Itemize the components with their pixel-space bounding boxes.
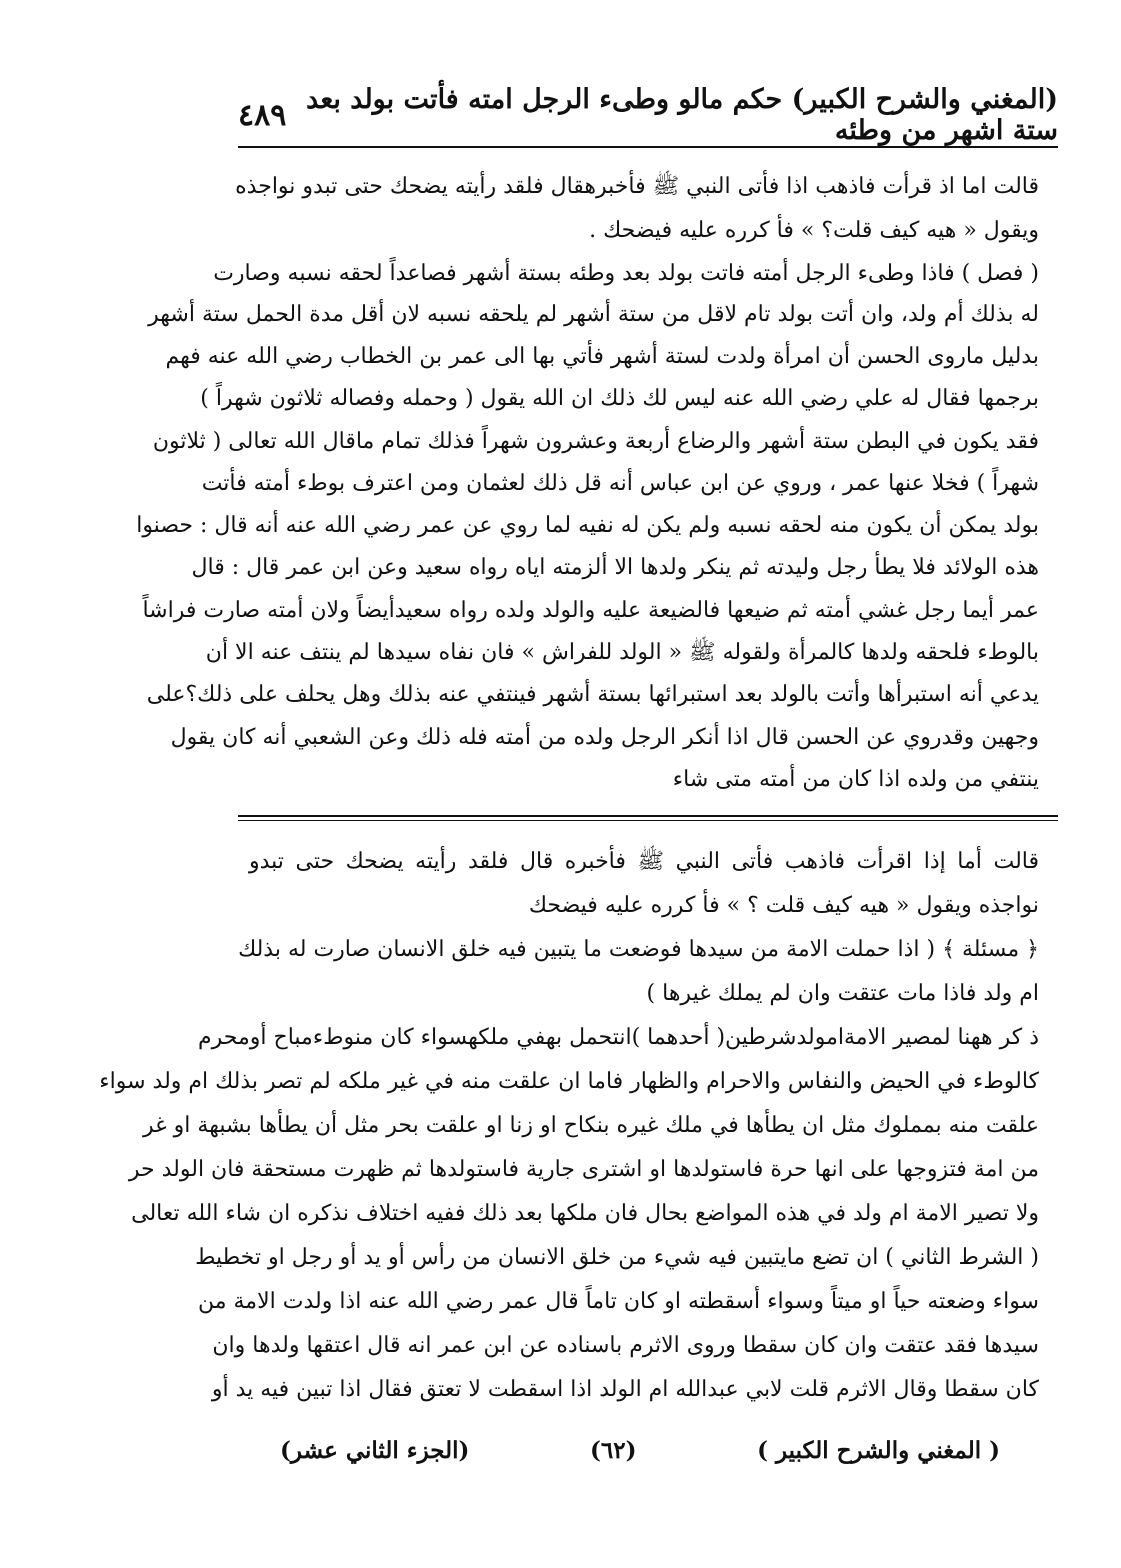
text-line: شهراً ) فخلا عنها عمر ، وروي عن ابن عباس أنه قل ذلك لعثمان ومن اعترف بوطء أمته فأتت — [201, 471, 1039, 496]
text-line: ولا تصير الامة ام ولد في هذه المواضع بحال فان ملكها بعد ذلك ففيه اختلاف نذكره ان شاء الله تعالى — [131, 1201, 1039, 1226]
page-footer — [280, 1430, 1000, 1470]
section-divider-top — [238, 815, 1058, 817]
text-line: سواء وضعته حياً او ميتاً وسواء أسقطته او كان تاماً قال عمر رضي الله عنه اذا ولدت الامة من — [197, 1289, 1039, 1314]
text-line: برجمها فقال له علي رضي الله عنه ليس لك ذلك ان الله يقول ( وحمله وفصاله ثلاثون شهراً ) — [200, 386, 1039, 411]
text-line: ام ولد فاذا مات عتقت وان لم يملك غيرها ) — [646, 981, 1039, 1006]
text-line: عمر أيما رجل غشي أمته ثم ضيعها فالضيعة عليه والولد ولده رواه سعيدأيضاً ولان أمته صارت فراشاً — [142, 598, 1039, 623]
running-header — [238, 84, 1058, 146]
text-line: وجهين وقدروي عن الحسن قال اذا أنكر الرجل ولده من أمته فله ذلك وعن الشعبي أنه كان يقول — [170, 725, 1039, 750]
text-line: سيدها فقد عتقت وان كان سقطا وروى الاثرم باسناده عن ابن عمر انه قال اعتقها ولدها وان — [212, 1333, 1039, 1358]
masala-heading: ﴿ مسئلة ﴾ ( اذا حملت الامة من سيدها فوضعت ما يتبين فيه خلق الانسان صارت له بذلك — [238, 937, 1039, 962]
text-line: علقت منه بمملوك مثل ان يطأها في ملك غيره بنكاح او زنا او علقت بحر مثل أن يطأها بشبهة او غر — [143, 1113, 1039, 1138]
text-line: ذ كر ههنا لمصير الامةامولدشرطين( أحدهما )انتحمل بهفي ملكهسواء كان منوطءمباح أومحرم — [198, 1025, 1039, 1050]
text-line: فقد يكون في البطن ستة أشهر والرضاع أربعة وعشرون شهراً فذلك تمام ماقال الله تعالى ( ثلاثون — [152, 429, 1039, 454]
text-line: بدليل ماروى الحسن أن امرأة ولدت لستة أشهر فأتي بها الى عمر بن الخطاب رضي الله عنه فهم — [165, 344, 1039, 369]
text-line: ( الشرط الثاني ) ان تضع مايتبين فيه شيء من خلق الانسان من رأس أو يد أو رجل او تخطيط — [195, 1245, 1039, 1270]
footer-volume: (الجزء الثاني عشر) — [280, 1436, 470, 1464]
text-line: قالت اما اذ قرأت فاذهب اذا فأتى النبي ﷺ فأخبرهقال فلقد رأيته يضحك حتى تبدو نواجذه — [235, 174, 1039, 199]
text-line: ويقول « هيه كيف قلت؟ » فأ كرره عليه فيضحك . — [589, 218, 1039, 243]
text-line: من امة فتزوجها على انها حرة فاستولدها او اشترى جارية فاستولدها ثم ظهرت مستحقة فان الولد حر — [128, 1157, 1039, 1182]
text-line: له بذلك أم ولد، وان أتت بولد تام لاقل من ستة أشهر لم يلحقه نسبه لان أقل مدة الحمل ستة أشهر — [148, 302, 1039, 327]
footer-book-title: ( المغني والشرح الكبير ) — [757, 1436, 1000, 1464]
page-number: ٤٨٩ — [238, 97, 287, 133]
footer-sheet-number: (٦٢) — [589, 1436, 637, 1464]
text-line: كان سقطا وقال الاثرم قلت لابي عبدالله ام الولد اذا اسقطت لا تعتق فقال اذا تبين فيه يد أو — [211, 1377, 1039, 1402]
text-line: ينتفي من ولده اذا كان من أمته متى شاء — [672, 767, 1039, 792]
text-line: نواجذه ويقول « هيه كيف قلت ؟ » فأ كرره عليه فيضحك — [528, 893, 1039, 918]
text-line: هذه الولائد فلا يطأ رجل وليدته ثم ينكر ولدها الا ألزمته اياه رواه سعيد وعن ابن عمر قال : قال — [191, 555, 1039, 580]
header-title: (المغني والشرح الكبير) حكم مالو وطىء الرجل امته فأتت بولد بعد ستة اشهر من وطئه — [306, 84, 1058, 146]
header-rule — [238, 146, 1058, 148]
text-line: كالوطء في الحيض والنفاس والاحرام والظهار فاما ان علقت منه في غير ملكه لم تصر بذلك ام ولد سواء — [99, 1069, 1039, 1094]
text-line: ( فصل ) فاذا وطىء الرجل أمته فاتت بولد بعد وطئه بستة أشهر فصاعداً لحقه نسبه وصارت — [213, 261, 1039, 286]
text-line: قالت أما إذا اقرأت فاذهب فأتى النبي ﷺ فأخبره قال فلقد رأيته يضحك حتى تبدو — [249, 849, 1039, 874]
text-line: يدعي أنه استبرأها وأتت بالولد بعد استبرائها بستة أشهر فينتفي عنه بذلك وهل يحلف على ذلك؟على — [146, 682, 1039, 707]
section-divider-bottom — [238, 820, 1058, 821]
text-line: بالوطء فلحقه ولدها كالمرأة ولقوله ﷺ « الولد للفراش » فان نفاه سيدها لم ينتف عنه الا أن — [205, 640, 1039, 665]
text-line: بولد يمكن أن يكون منه لحقه نسبه ولم يكن له نفيه لما روي عن عمر رضي الله عنه أنه قال : حصنوا — [136, 513, 1039, 538]
